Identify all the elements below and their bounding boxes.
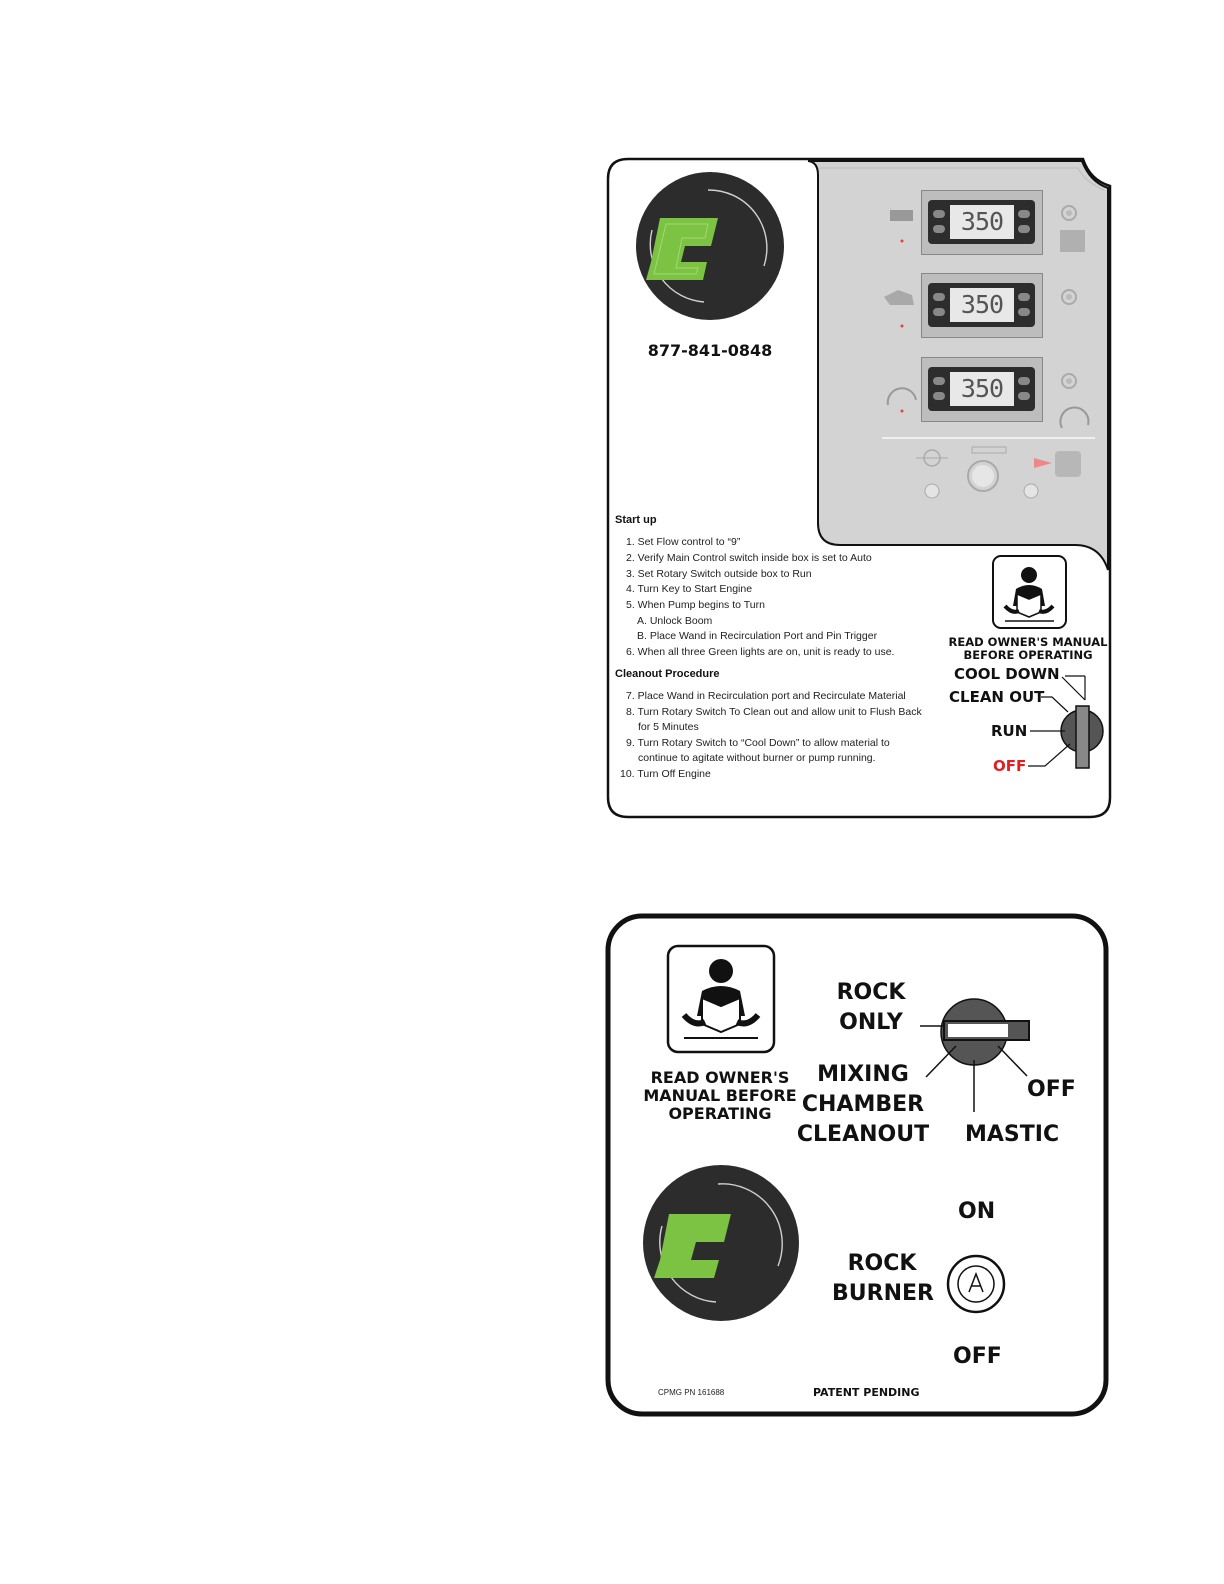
cleanout-step: 9. Turn Rotary Switch to “Cool Down” to allow material to — [626, 737, 890, 749]
manual-note-line: MANUAL BEFORE — [643, 1086, 797, 1105]
burner-icon — [1055, 451, 1081, 477]
position-rock-only: ROCK — [836, 980, 906, 1005]
cleanout-step-cont: continue to agitate without burner or pump running. — [638, 752, 876, 764]
button-icon — [925, 484, 939, 498]
position-clean-out: CLEAN OUT — [949, 688, 1045, 706]
manual-note-line: BEFORE OPERATING — [963, 648, 1093, 662]
temperature-display: 350 — [950, 288, 1014, 322]
temp-controller-3 — [921, 357, 1043, 422]
cleanout-step-cont: for 5 Minutes — [638, 721, 699, 733]
manual-note-line: READ OWNER'S MANUAL — [948, 635, 1108, 649]
pump-icon — [1060, 230, 1085, 252]
ctrl-button — [933, 293, 945, 301]
temperature-display: 350 — [950, 372, 1014, 406]
manual-note-line: READ OWNER'S — [650, 1068, 790, 1087]
ctrl-button — [933, 377, 945, 385]
ctrl-button — [933, 225, 945, 233]
temp-controller-2 — [921, 273, 1043, 338]
manual-note-line: OPERATING — [668, 1104, 772, 1123]
position-cool-down: COOL DOWN — [954, 665, 1060, 683]
company-logo — [636, 172, 784, 320]
position-off: OFF — [993, 757, 1027, 775]
indicator-light — [901, 240, 904, 243]
startup-step: 5. When Pump begins to Turn — [626, 599, 765, 611]
ctrl-button — [1018, 225, 1030, 233]
startup-title: Start up — [615, 514, 657, 526]
startup-step: 3. Set Rotary Switch outside box to Run — [626, 568, 812, 580]
position-mixing-chamber-cleanout: MIXING — [817, 1062, 909, 1087]
toggle-on-label: ON — [958, 1199, 996, 1224]
ctrl-button — [933, 308, 945, 316]
phone-number: 877-841-0848 — [647, 341, 773, 360]
indicator-light — [901, 325, 904, 328]
position-run: RUN — [991, 722, 1028, 740]
button-icon — [1024, 484, 1038, 498]
position-mixing-chamber-cleanout: CLEANOUT — [796, 1122, 930, 1147]
company-logo — [643, 1165, 799, 1321]
rock-burner-label: ROCK — [847, 1251, 917, 1276]
startup-step: 4. Turn Key to Start Engine — [626, 583, 753, 595]
startup-step: 1. Set Flow control to “9” — [626, 536, 741, 548]
decal-rock-burner-graphics — [0, 900, 1224, 1430]
part-number: CPMG PN 161688 — [658, 1388, 725, 1397]
indicator-light — [901, 410, 904, 413]
temp-controller-1 — [921, 190, 1043, 255]
startup-step: 6. When all three Green lights are on, unit is ready to use. — [626, 646, 895, 658]
startup-step: 2. Verify Main Control switch inside box is set to Auto — [626, 552, 872, 564]
startup-substep: B. Place Wand in Recirculation Port and Pin Trigger — [637, 630, 878, 642]
read-manual-icon — [668, 946, 774, 1052]
cleanout-title: Cleanout Procedure — [615, 668, 720, 680]
tank-icon — [890, 210, 913, 221]
position-off: OFF — [1027, 1077, 1076, 1102]
cleanout-step: 8. Turn Rotary Switch To Clean out and allow unit to Flush Back — [626, 706, 922, 718]
startup-substep: A. Unlock Boom — [637, 615, 713, 627]
temperature-display: 350 — [950, 205, 1014, 239]
ctrl-button — [1018, 308, 1030, 316]
decal-rock-burner — [0, 900, 1224, 1430]
position-mixing-chamber-cleanout: CHAMBER — [801, 1092, 925, 1117]
read-manual-icon — [993, 556, 1066, 628]
position-rock-only: ONLY — [839, 1010, 903, 1035]
cleanout-step: 7. Place Wand in Recirculation port and Recirculate Material — [626, 690, 906, 702]
toggle-off-label: OFF — [953, 1344, 1002, 1369]
patent-pending: PATENT PENDING — [813, 1386, 920, 1399]
ctrl-button — [1018, 377, 1030, 385]
ctrl-button — [933, 210, 945, 218]
rock-burner-label: BURNER — [832, 1281, 934, 1306]
toggle-switch-icon — [948, 1256, 1004, 1312]
ctrl-button — [1018, 210, 1030, 218]
ctrl-button — [1018, 293, 1030, 301]
ctrl-button — [933, 392, 945, 400]
position-mastic: MASTIC — [965, 1122, 1060, 1147]
cleanout-step: 10. Turn Off Engine — [620, 768, 711, 780]
ctrl-button — [1018, 392, 1030, 400]
